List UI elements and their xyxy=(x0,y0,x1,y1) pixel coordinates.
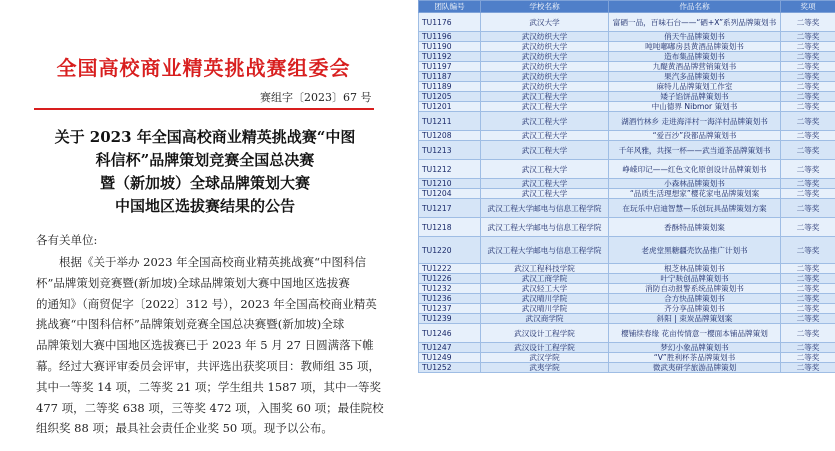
work-title-cell: 齐分享品牌策划书 xyxy=(609,304,781,314)
school-cell: 武汉晴川学院 xyxy=(481,304,609,314)
school-cell: 武汉纺织大学 xyxy=(481,42,609,52)
notice-title xyxy=(34,126,376,218)
team-id-cell: TU1246 xyxy=(419,324,481,343)
work-title-cell: 消防自动报警系统品牌策划书 xyxy=(609,284,781,294)
title-line: 暨（新加坡）全球品牌策划大赛 xyxy=(99,174,310,192)
school-cell: 武汉商学院 xyxy=(481,314,609,324)
award-cell: 二等奖 xyxy=(781,304,835,314)
award-cell: 二等奖 xyxy=(781,102,835,112)
school-cell: 武汉工程大学 xyxy=(481,189,609,199)
work-title-cell: 中山德界 Nibmor 策划书 xyxy=(609,102,781,112)
salutation: 各有关单位: xyxy=(36,233,98,247)
award-cell: 二等奖 xyxy=(781,13,835,32)
table-row xyxy=(419,82,835,92)
work-title-cell: 千年风雅，共探一杯——武当道茶品牌策划书 xyxy=(609,141,781,160)
table-row xyxy=(419,353,835,363)
school-cell: 武汉工程大学邮电与信息工程学院 xyxy=(481,199,609,218)
award-cell: 二等奖 xyxy=(781,324,835,343)
school-cell: 武汉大学 xyxy=(481,13,609,32)
school-cell: 武汉工程大学 xyxy=(481,141,609,160)
award-cell: 二等奖 xyxy=(781,274,835,284)
table-row xyxy=(419,62,835,72)
school-cell: 武汉设计工程学院 xyxy=(481,324,609,343)
table-row xyxy=(419,274,835,284)
table-row xyxy=(419,189,835,199)
body-line: 其中一等奖 14 项，二等奖 21 项；学生组共 1587 项，其中一等奖 xyxy=(36,379,381,394)
work-title-cell: 峥嵘印记——红色文化原创设计品牌策划书 xyxy=(609,160,781,179)
table-row xyxy=(419,284,835,294)
award-cell: 二等奖 xyxy=(781,363,835,373)
table-row xyxy=(419,324,835,343)
team-id-cell: TU1236 xyxy=(419,294,481,304)
table-row xyxy=(419,52,835,62)
body-line: 杯”品牌策划竞赛暨(新加坡)全球品牌策划大赛中国地区选拔赛 xyxy=(36,275,350,290)
table-row xyxy=(419,363,835,373)
results-table xyxy=(418,0,835,373)
award-cell: 二等奖 xyxy=(781,72,835,82)
title-line: 中国地区选拔赛结果的公告 xyxy=(114,197,295,215)
table-header-row xyxy=(419,1,835,13)
award-cell: 二等奖 xyxy=(781,189,835,199)
school-cell: 武汉工程大学邮电与信息工程学院 xyxy=(481,237,609,264)
title-line: 关于 2023 年全国高校商业精英挑战赛“中图 xyxy=(54,128,356,146)
team-id-cell: TU1201 xyxy=(419,102,481,112)
award-cell: 二等奖 xyxy=(781,82,835,92)
team-id-cell: TU1220 xyxy=(419,237,481,264)
school-cell: 武汉工程大学 xyxy=(481,112,609,131)
team-id-cell: TU1239 xyxy=(419,314,481,324)
table-row xyxy=(419,237,835,264)
col-header-award: 奖项 xyxy=(781,1,835,13)
body-line: 幕。经过大赛评审委员会评审，共评选出获奖项目：教师组 35 项， xyxy=(36,358,380,373)
body-line: 根据《关于举办 2023 年全国高校商业精英挑战赛“中图科信 xyxy=(59,255,366,269)
work-title-cell: 梦幻小象品牌策划书 xyxy=(609,343,781,353)
school-cell: 武汉纺织大学 xyxy=(481,62,609,72)
table-row xyxy=(419,32,835,42)
award-cell: 二等奖 xyxy=(781,32,835,42)
table-row xyxy=(419,141,835,160)
team-id-cell: TU1204 xyxy=(419,189,481,199)
table-row xyxy=(419,343,835,353)
title-line: 科信杯”品牌策划竞赛全国总决赛 xyxy=(95,151,315,169)
col-header-school: 学校名称 xyxy=(481,1,609,13)
team-id-cell: TU1196 xyxy=(419,32,481,42)
school-cell: 武汉工程大学 xyxy=(481,179,609,189)
work-title-cell: 小森林品牌策划书 xyxy=(609,179,781,189)
table-row xyxy=(419,92,835,102)
award-cell: 二等奖 xyxy=(781,112,835,131)
school-cell: 武汉纺织大学 xyxy=(481,32,609,42)
work-title-cell: 麻特儿品牌策划工作室 xyxy=(609,82,781,92)
school-cell: 武汉工程大学邮电与信息工程学院 xyxy=(481,218,609,237)
school-cell: 武汉轻工大学 xyxy=(481,284,609,294)
red-divider xyxy=(34,108,374,110)
results-table-page xyxy=(418,0,835,451)
award-cell: 二等奖 xyxy=(781,284,835,294)
team-id-cell: TU1217 xyxy=(419,199,481,218)
work-title-cell: 老虎堂黑糖疆壳饮品推广计划书 xyxy=(609,237,781,264)
org-header: 全国高校商业精英挑战赛组委会 xyxy=(56,56,351,80)
school-cell: 武汉工程大学 xyxy=(481,131,609,141)
award-cell: 二等奖 xyxy=(781,343,835,353)
body-line: 组织奖 88 项；最具社会责任企业奖 50 项。现予以公布。 xyxy=(36,421,333,436)
school-cell: 武夷学院 xyxy=(481,363,609,373)
table-row xyxy=(419,131,835,141)
table-row xyxy=(419,102,835,112)
table-row xyxy=(419,160,835,179)
team-id-cell: TU1192 xyxy=(419,52,481,62)
school-cell: 武汉工商学院 xyxy=(481,274,609,284)
team-id-cell: TU1176 xyxy=(419,13,481,32)
table-row xyxy=(419,304,835,314)
work-title-cell: 在玩乐中启迪智慧—乐创玩具品牌策划方案 xyxy=(609,199,781,218)
table-row xyxy=(419,264,835,274)
work-title-cell: 九醍黄酒品牌营销策划书 xyxy=(609,62,781,72)
award-cell: 二等奖 xyxy=(781,199,835,218)
table-row xyxy=(419,314,835,324)
work-title-cell: 俏天牛品牌策划书 xyxy=(609,32,781,42)
work-title-cell: 樱铺续春缘 花亩传情意一樱面本铺品牌策划 xyxy=(609,324,781,343)
school-cell: 武汉纺织大学 xyxy=(481,52,609,62)
team-id-cell: TU1189 xyxy=(419,82,481,92)
award-cell: 二等奖 xyxy=(781,52,835,62)
table-row xyxy=(419,72,835,82)
work-title-cell: 根芝林品牌策划书 xyxy=(609,264,781,274)
team-id-cell: TU1232 xyxy=(419,284,481,294)
school-cell: 武汉晴川学院 xyxy=(481,294,609,304)
team-id-cell: TU1197 xyxy=(419,62,481,72)
award-cell: 二等奖 xyxy=(781,264,835,274)
work-title-cell: 微武夷研学旅游品牌策划 xyxy=(609,363,781,373)
school-cell: 武汉工程科技学院 xyxy=(481,264,609,274)
body-line: 的通知》（商贸促字〔2022〕312 号），2023 年全国高校商业精英 xyxy=(36,296,377,311)
school-cell: 武汉工程大学 xyxy=(481,160,609,179)
school-cell: 武汉工程大学 xyxy=(481,102,609,112)
work-title-cell: 矮子馅饼品牌策划书 xyxy=(609,92,781,102)
team-id-cell: TU1247 xyxy=(419,343,481,353)
body-line: 品牌策划大赛中国地区选拔赛已于 2023 年 5 月 27 日圆满落下帷 xyxy=(36,338,374,353)
work-title-cell: “爱百沙”段都品牌策划书 xyxy=(609,131,781,141)
notice-body xyxy=(36,252,384,439)
work-title-cell: 湖酒竹林乡 走进海洋村一海洋村品牌策划书 xyxy=(609,112,781,131)
team-id-cell: TU1222 xyxy=(419,264,481,274)
work-title-cell: 吨吨嘟嘟房县黄酒品牌策划书 xyxy=(609,42,781,52)
team-id-cell: TU1218 xyxy=(419,218,481,237)
award-cell: 二等奖 xyxy=(781,131,835,141)
team-id-cell: TU1252 xyxy=(419,363,481,373)
col-header-work: 作品名称 xyxy=(609,1,781,13)
table-row xyxy=(419,13,835,32)
table-row xyxy=(419,294,835,304)
school-cell: 武汉纺织大学 xyxy=(481,72,609,82)
award-cell: 二等奖 xyxy=(781,42,835,52)
team-id-cell: TU1210 xyxy=(419,179,481,189)
body-line: 477 项，二等奖 638 项，三等奖 472 项，入围奖 60 项；最佳院校 xyxy=(36,400,384,415)
award-cell: 二等奖 xyxy=(781,62,835,72)
team-id-cell: TU1237 xyxy=(419,304,481,314)
work-title-cell: 富硒一品，百味石台——“硒+X”系列品牌策划书 xyxy=(609,13,781,32)
award-cell: 二等奖 xyxy=(781,141,835,160)
work-title-cell: 斜阳 | 束炭品牌策划案 xyxy=(609,314,781,324)
team-id-cell: TU1212 xyxy=(419,160,481,179)
work-title-cell: “品质生活理想家”樱花家电品牌策划案 xyxy=(609,189,781,199)
award-cell: 二等奖 xyxy=(781,237,835,264)
award-cell: 二等奖 xyxy=(781,218,835,237)
notice-page xyxy=(0,0,410,451)
team-id-cell: TU1249 xyxy=(419,353,481,363)
team-id-cell: TU1208 xyxy=(419,131,481,141)
table-row xyxy=(419,179,835,189)
award-cell: 二等奖 xyxy=(781,294,835,304)
award-cell: 二等奖 xyxy=(781,179,835,189)
work-title-cell: “V”胜利杯茶品牌策划书 xyxy=(609,353,781,363)
award-cell: 二等奖 xyxy=(781,314,835,324)
team-id-cell: TU1190 xyxy=(419,42,481,52)
doc-number: 赛组字〔2023〕67 号 xyxy=(260,91,372,104)
team-id-cell: TU1211 xyxy=(419,112,481,131)
table-row xyxy=(419,112,835,131)
table-body xyxy=(419,13,835,373)
team-id-cell: TU1213 xyxy=(419,141,481,160)
body-line: 挑战赛“中图科信杯”品牌策划竞赛全国总决赛暨(新加坡)全球 xyxy=(36,317,345,332)
award-cell: 二等奖 xyxy=(781,92,835,102)
team-id-cell: TU1205 xyxy=(419,92,481,102)
work-title-cell: 造布集品牌策划书 xyxy=(609,52,781,62)
table-row xyxy=(419,42,835,52)
work-title-cell: 合方快品牌策划书 xyxy=(609,294,781,304)
school-cell: 武汉设计工程学院 xyxy=(481,343,609,353)
table-row xyxy=(419,218,835,237)
award-cell: 二等奖 xyxy=(781,353,835,363)
team-id-cell: TU1226 xyxy=(419,274,481,284)
work-title-cell: 果汽多品牌策划书 xyxy=(609,72,781,82)
work-title-cell: 叶宁麸创品牌策划书 xyxy=(609,274,781,284)
school-cell: 武汉学院 xyxy=(481,353,609,363)
work-title-cell: 香酥特品牌策划案 xyxy=(609,218,781,237)
school-cell: 武汉纺织大学 xyxy=(481,82,609,92)
team-id-cell: TU1187 xyxy=(419,72,481,82)
col-header-team-id: 团队编号 xyxy=(419,1,481,13)
table-row xyxy=(419,199,835,218)
award-cell: 二等奖 xyxy=(781,160,835,179)
school-cell: 武汉工程大学 xyxy=(481,92,609,102)
